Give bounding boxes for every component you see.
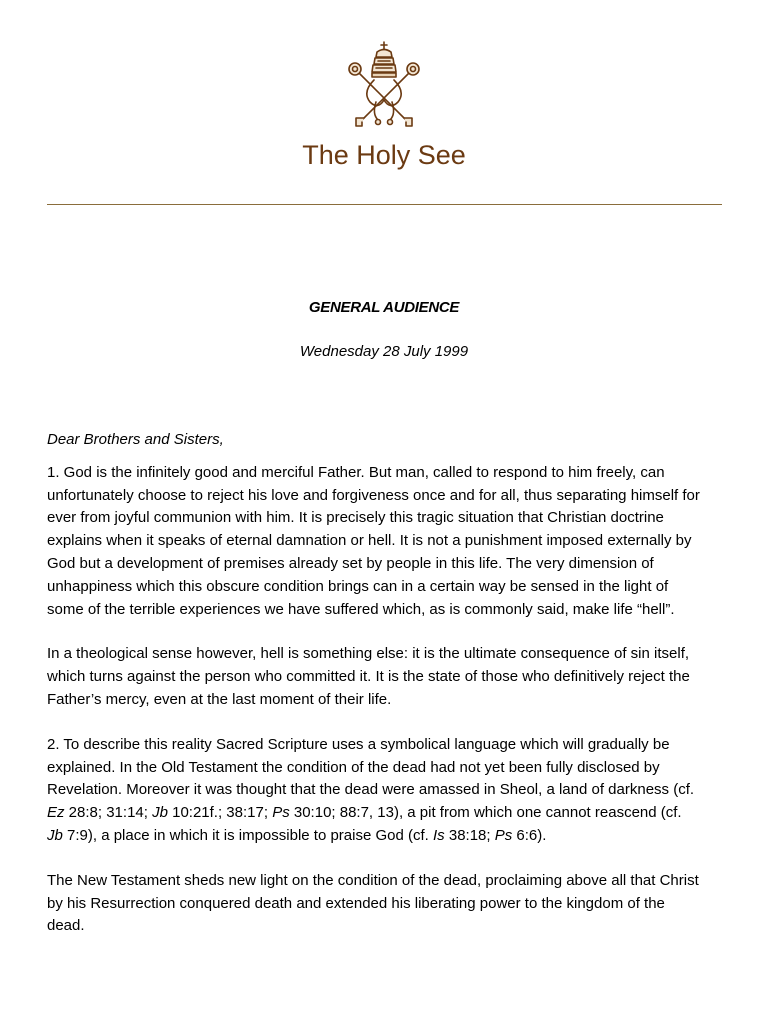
document-body	[47, 429, 727, 960]
scripture-ref: Jb	[47, 826, 63, 844]
paragraph-2	[47, 643, 727, 711]
text-line: Father’s mercy, even at the last moment of their life.	[47, 690, 392, 708]
text-line: some of the terrible experiences we have suffered which, as is commonly said, make life “hell”.	[47, 600, 675, 618]
text-line: explains when it speaks of eternal damnation or hell. It is not a punishment imposed externally by	[47, 532, 692, 550]
text-line: ever from joyful communion with him. It is precisely this tragic situation that Christian doctrine	[47, 509, 664, 527]
scripture-ref: Ps	[272, 804, 290, 822]
scripture-refs-line	[47, 802, 727, 825]
header-divider	[47, 204, 722, 205]
document-date: Wednesday 28 July 1999	[299, 343, 469, 360]
paragraph-1	[47, 462, 727, 622]
text-line: God but a development of premises already set by people in this life. The very dimension of	[47, 554, 654, 572]
ref-text: 7:9), a place in which it is impossible to praise God (cf.	[62, 826, 434, 844]
scripture-ref: Is	[433, 826, 445, 844]
text-line: 1. God is the infinitely good and merciful Father. But man, called to respond to him freely, can	[47, 463, 665, 481]
ref-text: 10:21f.; 38:17;	[167, 804, 273, 822]
ref-text: 38:18;	[444, 826, 495, 844]
scripture-ref: Ps	[494, 826, 513, 844]
scripture-refs-line	[47, 825, 727, 848]
document-heading: GENERAL AUDIENCE	[308, 299, 460, 316]
text-line: dead.	[47, 917, 85, 935]
salutation: Dear Brothers and Sisters,	[47, 431, 224, 448]
text-line: which turns against the person who committed it. It is the state of those who definitively reject the	[47, 668, 690, 686]
text-line: The New Testament sheds new light on the condition of the dead, proclaiming above all that Christ	[47, 871, 699, 889]
text-line: 2. To describe this reality Sacred Scripture uses a symbolical language which will gradually be	[47, 735, 670, 753]
papal-coat-of-arms-icon	[342, 40, 426, 132]
ref-text: 30:10; 88:7, 13), a pit from which one cannot reascend (cf.	[289, 804, 682, 822]
scripture-ref: Ez	[47, 804, 65, 822]
text-line: by his Resurrection conquered death and extended his liberating power to the kingdom of the	[47, 894, 665, 912]
text-line: unfortunately choose to reject his love and forgiveness once and for all, thus separating himself for	[47, 486, 700, 504]
paragraph-3	[47, 734, 727, 848]
ref-text: 6:6).	[512, 826, 547, 844]
ref-text: 28:8; 31:14;	[64, 804, 153, 822]
paragraph-4	[47, 870, 727, 938]
text-line: Revelation. Moreover it was thought that the dead were amassed in Sheol, a land of darkness (cf.	[47, 781, 695, 799]
text-line: explained. In the Old Testament the condition of the dead had not yet been fully disclosed by	[47, 758, 660, 776]
site-title[interactable]: The Holy See	[302, 140, 466, 170]
text-line: unhappiness which this obscure condition brings can in a certain way be sensed in the light of	[47, 577, 669, 595]
scripture-ref: Jb	[152, 804, 168, 822]
text-line: In a theological sense however, hell is something else: it is the ultimate consequence of sin itself,	[47, 645, 690, 663]
